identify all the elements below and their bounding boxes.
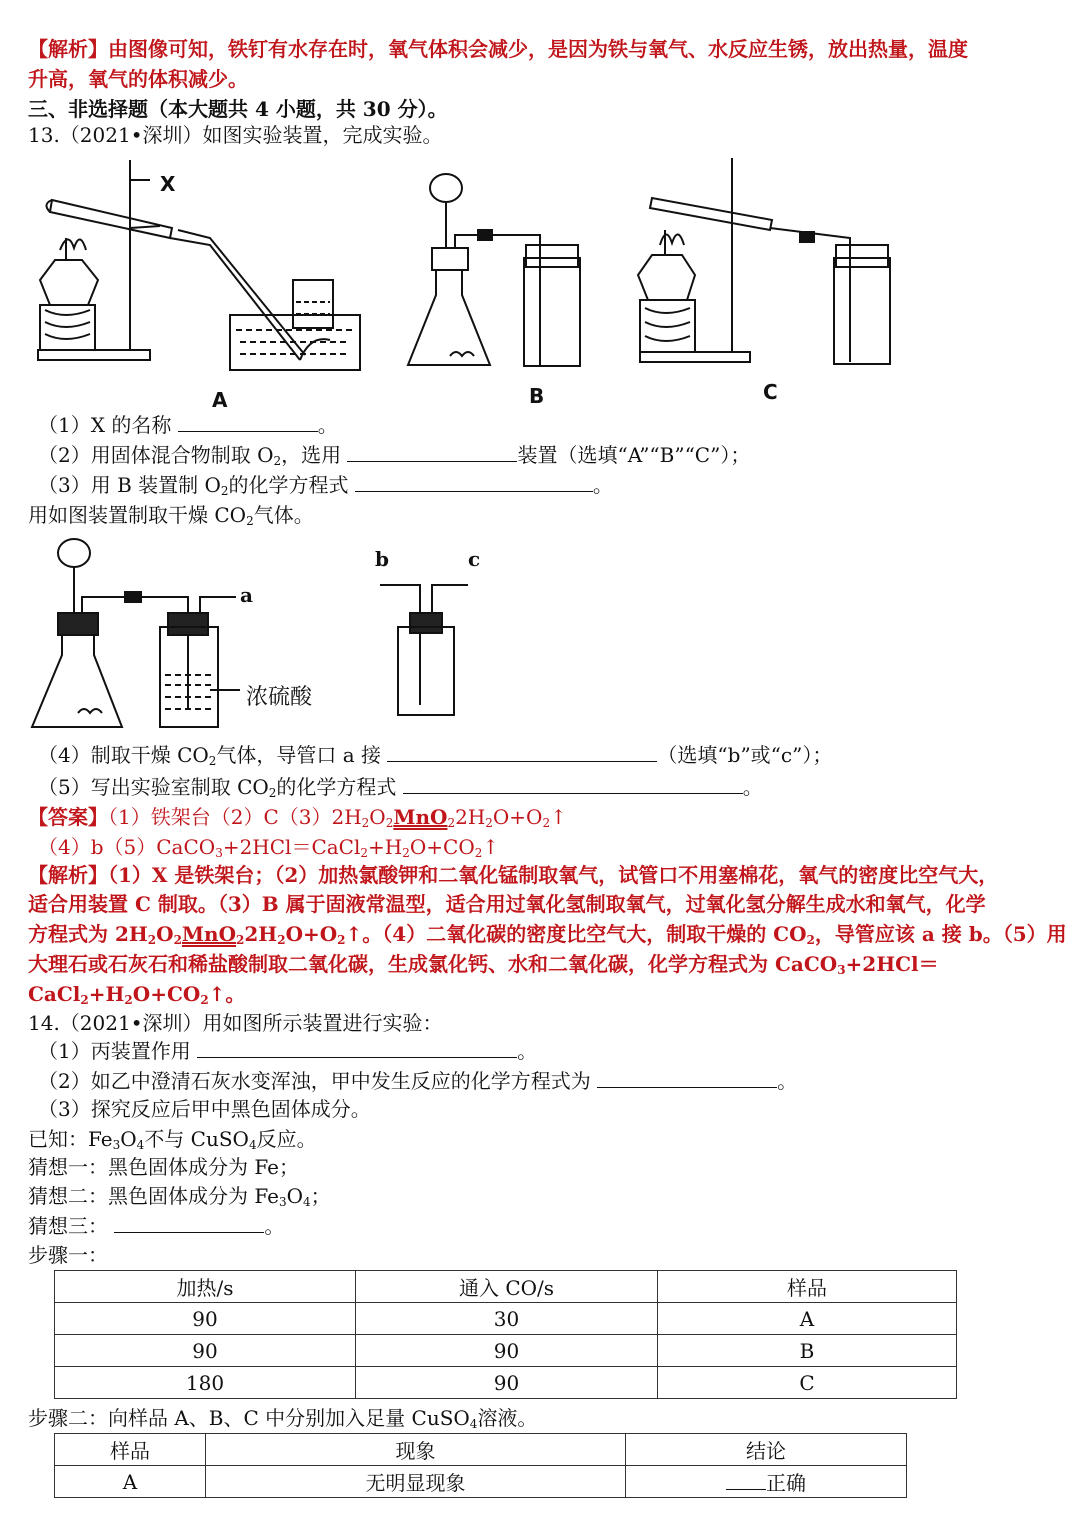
q14-guess1: 猜想一：黑色固体成分为 Fe； xyxy=(28,1155,299,1179)
label-b: b xyxy=(375,547,389,571)
table-header: 加热/s xyxy=(55,1271,356,1303)
q14-known: 已知：$Fe_3O_4$不与 CuSO$_4$反应。 xyxy=(28,1127,317,1152)
answer-blank[interactable] xyxy=(597,1069,777,1088)
apparatus-a-drawing xyxy=(38,160,360,370)
label-conc-sulfuric-acid: 浓硫酸 xyxy=(246,685,313,710)
table-cell: 90 xyxy=(356,1367,658,1399)
q14-stem: 14.（2021•深圳）用如图所示装置进行实验： xyxy=(28,1011,443,1035)
q14-guess2: 猜想二：黑色固体成分为 $Fe_3O_4$； xyxy=(28,1184,331,1209)
answer-blank[interactable] xyxy=(347,443,517,462)
answer-blank[interactable] xyxy=(403,775,743,794)
answer-blank[interactable] xyxy=(726,1471,766,1490)
table-row xyxy=(55,1466,907,1498)
q13-analysis-l1: 【解析】（1）X 是铁架台；（2）加热氯酸钾和二氧化锰制取氧气，试管口不用塞棉花，氧气的密度比空气大， xyxy=(28,863,999,887)
table-cell: C xyxy=(658,1367,957,1399)
q14-part3: （3）探究反应后甲中黑色固体成分。 xyxy=(38,1097,371,1121)
label-apparatus-a: A xyxy=(212,388,228,412)
table-cell: A xyxy=(658,1303,957,1335)
table-cell: 正确 xyxy=(626,1466,907,1498)
q13-analysis-l3: 方程式为 $2H_2O_2MnO_22H_2O+O_2↑$。（4）二氧化碳的密度比空气大，制取干燥的 $CO_2$，导管应该 a 接 b。（5）用 xyxy=(28,922,1067,947)
table-cell: A xyxy=(55,1466,206,1498)
table-step1 xyxy=(54,1270,957,1399)
q13-analysis-l4: 大理石或石灰石和稀盐酸制取二氧化碳，生成氯化钙、水和二氧化碳，化学方程式为 CaCO$_3$+2HCl＝ xyxy=(28,952,939,977)
table-header-row xyxy=(55,1271,957,1303)
table-cell: 90 xyxy=(55,1335,356,1367)
table-cell: 无明显现象 xyxy=(206,1466,626,1498)
q14-part2: （2）如乙中澄清石灰水变浑浊，甲中发生反应的化学方程式为 。 xyxy=(38,1069,798,1093)
table-cell: 30 xyxy=(356,1303,658,1335)
q13-part5: （5）写出实验室制取 $CO_2$的化学方程式 。 xyxy=(38,775,763,800)
answer-blank[interactable] xyxy=(197,1039,517,1058)
q13-part3: （3）用 B 装置制 $O_2$的化学方程式 。 xyxy=(38,473,613,498)
analysis-top-line1: 【解析】由图像可知，铁钉有水存在时，氧气体积会减少，是因为铁与氧气、水反应生锈，放出热量，温度 xyxy=(28,37,968,61)
table-row xyxy=(55,1335,957,1367)
q13-part2: （2）用固体混合物制取 $O_2$，选用 装置（选填“A”“B”“C”）； xyxy=(38,443,751,468)
q13-analysis-l2: 适合用装置 C 制取。（3）B 属于固液常温型，适合用过氧化氢制取氧气，过氧化氢分解生成水和氧气，化学 xyxy=(28,892,986,916)
table-row xyxy=(55,1367,957,1399)
q13-stem: 13.（2021•深圳）如图实验装置，完成实验。 xyxy=(28,123,443,147)
label-apparatus-c: C xyxy=(763,380,778,404)
label-apparatus-b: B xyxy=(529,384,545,408)
answer-blank[interactable] xyxy=(114,1214,264,1233)
section-title: 三、非选择题（本大题共 4 小题，共 30 分）。 xyxy=(28,97,448,121)
q13-answer-line1: 【答案】（1）铁架台$(2)C(3)2H_2O_2MnO_22H_2O+O_2↑$ xyxy=(28,805,567,830)
co2-intro: 用如图装置制取干燥 $CO_2$气体。 xyxy=(28,503,314,528)
answer-blank[interactable] xyxy=(387,743,657,762)
table-cell: 90 xyxy=(356,1335,658,1367)
answer-blank[interactable] xyxy=(178,413,318,432)
analysis-top-line2: 升高，氧气的体积减少。 xyxy=(28,67,248,91)
table-cell: B xyxy=(658,1335,957,1367)
q13-part4: （4）制取干燥 $CO_2$气体，导管口 a 接 （选填“b”或“c”）； xyxy=(38,743,833,768)
q14-step1: 步骤一： xyxy=(28,1243,108,1267)
apparatus-b-drawing xyxy=(408,174,580,366)
label-x: X xyxy=(160,172,176,196)
table-cell: 90 xyxy=(55,1303,356,1335)
apparatus-c-drawing xyxy=(638,158,890,364)
q13-analysis-l5: $CaCl_2+H_2O+CO_2↑$。 xyxy=(28,982,246,1007)
q13-answer-line2: $(4)b(5)CaCO_3+2HCl=CaCl_2+H_2O+CO_2↑$ xyxy=(38,835,500,860)
table-header-row xyxy=(55,1434,907,1466)
label-a: a xyxy=(240,583,253,607)
table-header: 样品 xyxy=(658,1271,957,1303)
q13-part1: （1）X 的名称 。 xyxy=(38,413,338,437)
answer-blank[interactable] xyxy=(355,473,593,492)
q14-step2: 步骤二：向样品 A、B、C 中分别加入足量 CuSO$_4$溶液。 xyxy=(28,1406,538,1431)
table-header: 现象 xyxy=(206,1434,626,1466)
table-header: 样品 xyxy=(55,1434,206,1466)
table-row xyxy=(55,1303,957,1335)
table-step2 xyxy=(54,1433,907,1498)
table-header: 结论 xyxy=(626,1434,907,1466)
label-c: c xyxy=(468,547,481,571)
q14-guess3: 猜想三： 。 xyxy=(28,1214,285,1238)
q14-part1: （1）丙装置作用 。 xyxy=(38,1039,538,1063)
table-cell: 180 xyxy=(55,1367,356,1399)
table-header: 通入 CO/s xyxy=(356,1271,658,1303)
